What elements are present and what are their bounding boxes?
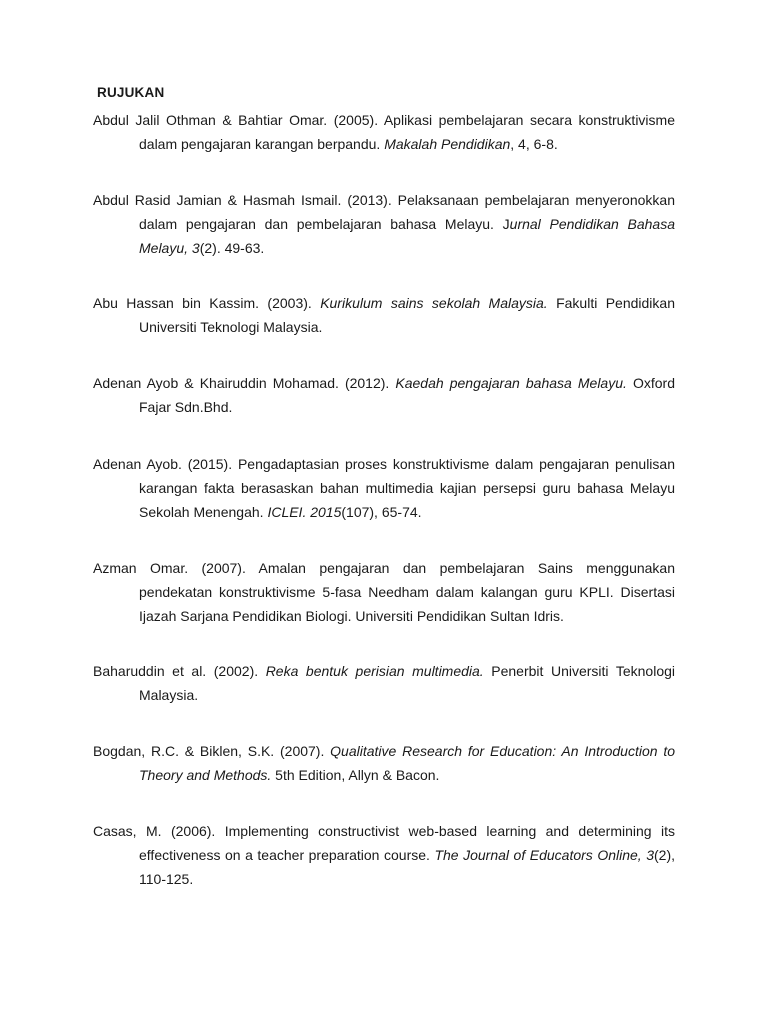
reference-entry xyxy=(93,371,675,419)
page-heading: RUJUKAN xyxy=(97,85,165,100)
reference-entry xyxy=(93,108,675,156)
reference-text: 5th Edition, Allyn & Bacon. xyxy=(271,767,440,783)
reference-italic-text: Makalah Pendidikan xyxy=(384,136,511,152)
reference-text: Adenan Ayob & Khairuddin Mohamad. (2012). xyxy=(93,375,396,391)
reference-text: Baharuddin et al. (2002). xyxy=(93,663,266,679)
reference-text: Abdul Jalil Othman & Bahtiar Omar. (2005). Aplikasi pembelajaran secara konstruktivisme dalam pengajaran karangan berpandu. xyxy=(93,112,675,152)
reference-text: (2). 49-63. xyxy=(199,240,265,256)
reference-entry xyxy=(93,659,675,707)
reference-text: Abdul Rasid Jamian & Hasmah Ismail. (2013). Pelaksanaan pembelajaran menyeronokkan dalam pengajaran dan pembelajaran bahasa Melayu. J xyxy=(93,192,675,232)
reference-italic-text: Kurikulum sains sekolah Malaysia. xyxy=(320,295,548,311)
reference-italic-text: Qualitative Research for Education: An Introduction to Theory and Methods. xyxy=(139,743,675,783)
reference-text: Adenan Ayob. (2015). Pengadaptasian proses konstruktivisme dalam pengajaran penulisan karangan fakta berasaskan bahan multimedia kajian persepsi guru bahasa Melayu Sekolah Menengah. xyxy=(93,456,675,520)
reference-entry xyxy=(93,819,675,891)
reference-entry xyxy=(93,556,675,628)
reference-text: (107), 65-74. xyxy=(341,504,422,520)
reference-text: , 4, 6-8. xyxy=(510,136,558,152)
reference-text: Azman Omar. (2007). Amalan pengajaran dan pembelajaran Sains menggunakan pendekatan konstruktivisme 5-fasa Needham dalam kalangan guru KPLI. Disertasi Ijazah Sarjana Pendidikan Biologi. Universiti Pendidikan Sultan Idris. xyxy=(93,560,675,624)
reference-text: Penerbit Universiti Teknologi Malaysia. xyxy=(139,663,675,703)
reference-text: Bogdan, R.C. & Biklen, S.K. (2007). xyxy=(93,743,331,759)
reference-italic-text: Kaedah pengajaran bahasa Melayu. xyxy=(395,375,627,391)
reference-italic-text: urnal Pendidikan Bahasa Melayu, 3 xyxy=(139,216,675,256)
reference-text: Fakulti Pendidikan Universiti Teknologi Malaysia. xyxy=(139,295,675,335)
reference-list xyxy=(93,108,675,891)
reference-italic-text: The Journal of Educators Online, 3 xyxy=(434,847,655,863)
reference-text: Oxford Fajar Sdn.Bhd. xyxy=(139,375,675,415)
reference-text: Abu Hassan bin Kassim. (2003). xyxy=(93,295,321,311)
reference-entry xyxy=(93,291,675,339)
reference-entry xyxy=(93,452,675,524)
reference-entry xyxy=(93,188,675,260)
reference-text: (2), 110-125. xyxy=(139,847,676,887)
reference-entry xyxy=(93,739,675,787)
reference-italic-text: Reka bentuk perisian multimedia. xyxy=(265,663,484,679)
reference-italic-text: ICLEI. 2015 xyxy=(267,504,342,520)
reference-text: Casas, M. (2006). Implementing constructivist web-based learning and determining its effectiveness on a teacher preparation course. xyxy=(93,823,675,863)
